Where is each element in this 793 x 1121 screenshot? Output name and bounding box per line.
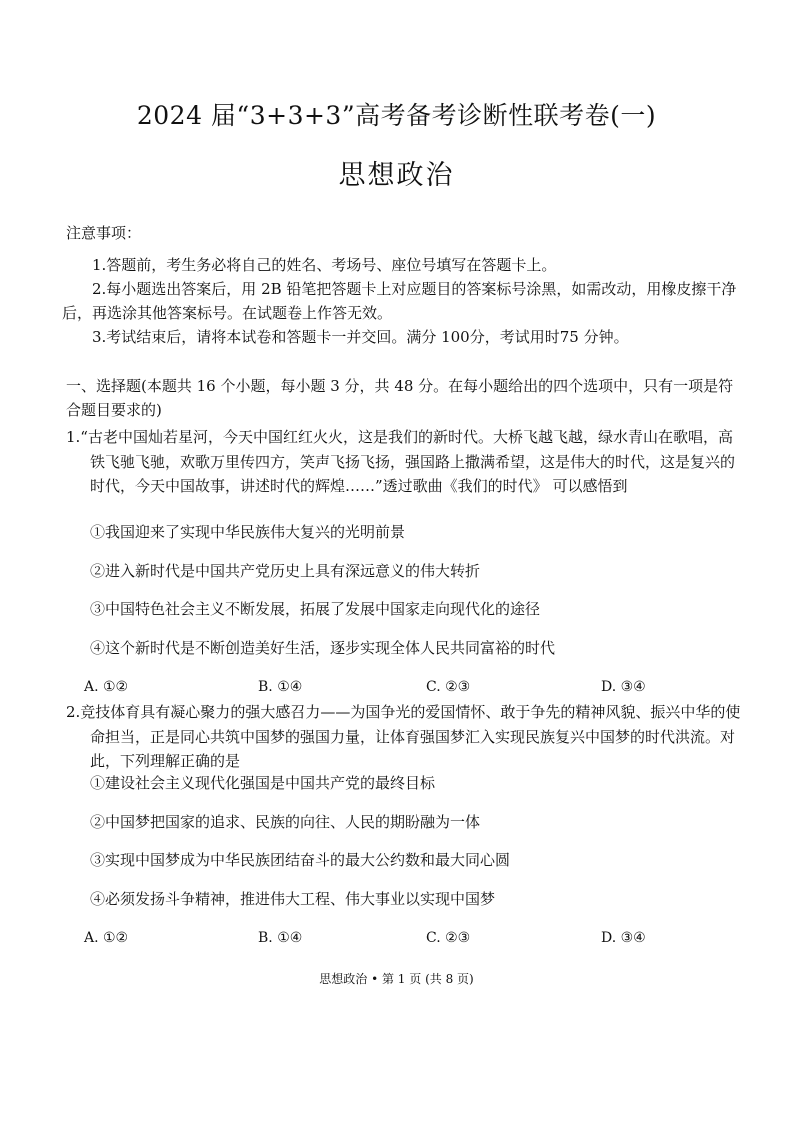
- notice-list: [62, 253, 742, 349]
- notice-item: 1.答题前，考生务必将自己的姓名、考场号、座位号填写在答题卡上。: [92, 256, 557, 274]
- exam-title: 2024 届“3+3+3”高考备考诊断性联考卷(一): [136, 101, 657, 130]
- choice-d: D. ③④: [601, 679, 646, 695]
- question-1-stem: [66, 425, 746, 499]
- question-2-option: ①建设社会主义现代化强国是中国共产党的最终目标: [90, 774, 436, 792]
- question-2-option: ③实现中国梦成为中华民族团结奋斗的最大公约数和最大同心圆: [90, 851, 511, 869]
- question-1-option: ②进入新时代是中国共产党历史上具有深远意义的伟大转折: [90, 562, 481, 580]
- question-2-option: ④必须发扬斗争精神，推进伟大工程、伟大事业以实现中国梦: [90, 890, 496, 908]
- choice-a: A. ①②: [84, 679, 129, 695]
- choice-a: A. ①②: [84, 930, 129, 946]
- question-1-option: ①我国迎来了实现中华民族伟大复兴的光明前景: [90, 523, 406, 541]
- notice-heading: 注意事项：: [66, 224, 142, 242]
- question-1-option: ④这个新时代是不断创造美好生活，逐步实现全体人民共同富裕的时代: [90, 639, 556, 657]
- choice-c: C. ②③: [426, 679, 471, 695]
- question-stem-text: 1.“古老中国灿若星河，今天中国红红火火，这是我们的新时代。大桥飞越飞越，绿水青山在歌唱，高铁飞驰飞驰，欢歌万里传四方，笑声飞扬飞扬，强国路上撒满希望，这是伟大的时代，这是复兴的时代，今天中国故事，讲述时代的辉煌……”透过歌曲《我们的时代》 可以感悟到: [66, 428, 736, 495]
- notice-item: 2.每小题选出答案后，用 2B 铅笔把答题卡上对应题目的答案标号涂黑，如需改动，用橡皮擦干净后，再选涂其他答案标号。在试题卷上作答无效。: [62, 280, 737, 322]
- choice-b: B. ①④: [258, 679, 303, 695]
- question-2-stem: [66, 700, 746, 774]
- subject-title: 思想政治: [338, 160, 455, 191]
- choice-b: B. ①④: [258, 930, 303, 946]
- question-stem-text: 2.竞技体育具有凝心聚力的强大感召力——为国争光的爱国情怀、敢于争先的精神风貌、振兴中华的使命担当，正是同心共筑中国梦的强国力量，让体育强国梦汇入实现民族复兴中国梦的时代洪流。对此，下列理解正确的是: [66, 703, 741, 770]
- question-1-option: ③中国特色社会主义不断发展，拓展了发展中国家走向现代化的途径: [90, 600, 541, 618]
- section-heading: 一、选择题(本题共 16 个小题，每小题 3 分，共 48 分。在每小题给出的四个选项中，只有一项是符合题目要求的): [66, 377, 734, 419]
- page-footer: 思想政治 • 第 1 页 (共 8 页): [319, 972, 474, 986]
- choice-c: C. ②③: [426, 930, 471, 946]
- notice-item: 3.考试结束后，请将本试卷和答题卡一并交回。满分 100分，考试用时75 分钟。: [92, 328, 629, 346]
- question-2-option: ②中国梦把国家的追求、民族的向往、人民的期盼融为一体: [90, 813, 481, 831]
- choice-d: D. ③④: [601, 930, 646, 946]
